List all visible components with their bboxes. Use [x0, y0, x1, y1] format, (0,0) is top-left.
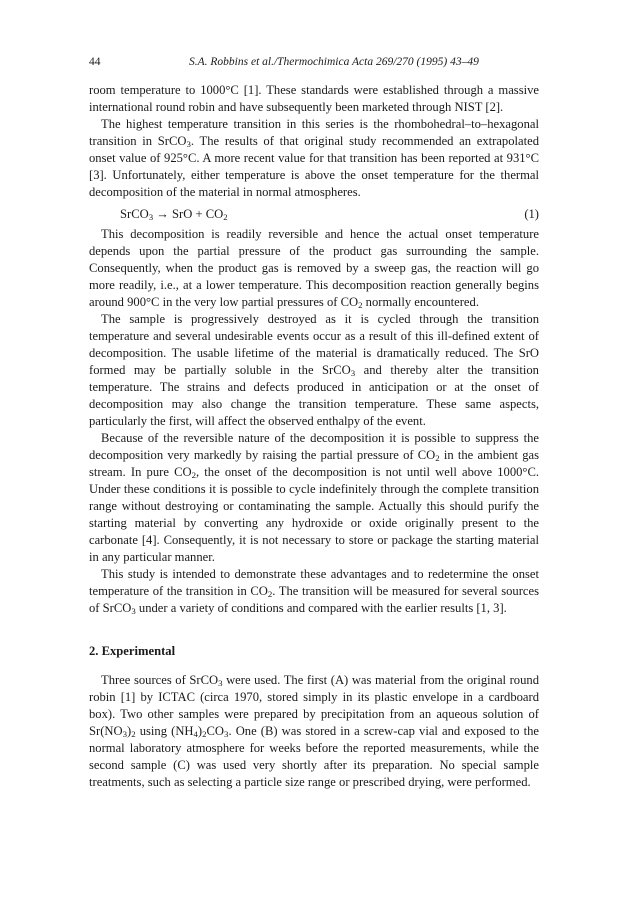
paragraph-4 [89, 311, 539, 430]
paragraph-1-text: room temperature to 1000°C [1]. These standards were established through a massive international round robin and have subsequently been marketed through NIST [2]. [89, 83, 539, 114]
paragraph-7-text-a: Three sources of SrCO [101, 673, 219, 687]
paragraph-6-text-b: . The transition will be measured for several sources of SrCO [89, 584, 539, 615]
paragraph-7 [89, 672, 539, 791]
paragraph-6 [89, 566, 539, 617]
subscript: 2 [435, 453, 440, 464]
subscript: 3 [122, 729, 127, 740]
subscript: 3 [224, 729, 229, 740]
running-head: S.A. Robbins et al./Thermochimica Acta 269/270 (1995) 43–49 [189, 56, 479, 68]
paragraph-6-text-a: This study is intended to demonstrate these advantages and to redetermine the onset temperature of the transition in CO [89, 567, 539, 598]
paragraph-4-text-b: and thereby alter the transition temperature. The strains and defects produced in anticipation or at the onset of decomposition may also change the transition temperature. These same aspects, particularly the first, will affect the observed enthalpy of the event. [89, 363, 539, 428]
body-text [89, 82, 539, 791]
paragraph-3-text-a: This decomposition is readily reversible and hence the actual onset temperature depends upon the partial pressure of the product gas surrounding the sample. Consequently, when the product gas is removed by a sweep gas, the reaction will go more readily, i.e., at a lower temperature. This decomposition reaction generally begins around 900°C in the very low partial pressures of CO [89, 227, 539, 309]
subscript: 2 [191, 470, 196, 481]
section-title: Experimental [101, 644, 176, 658]
subscript: 2 [202, 729, 207, 740]
paragraph-3-text-b: normally encountered. [362, 295, 479, 309]
paragraph-7-text-f: CO [206, 724, 225, 738]
paragraph-5-text-a: Because of the reversible nature of the decomposition it is possible to suppress the decomposition very markedly by raising the partial pressure of CO [89, 431, 539, 462]
subscript: 3 [350, 368, 356, 379]
paragraph-5-text-c: , the onset of the decomposition is not until well above 1000°C. Under these conditions it is possible to cycle indefinitely through the complete transition range without destroying or contaminating the sample. Actually this should purify the starting material by converting any hydroxide or oxide originally present to the carbonate [4]. Consequently, it is not necessary to store or package the starting material in any particular manner. [89, 465, 539, 564]
subscript: 3 [131, 606, 136, 617]
paragraph-5 [89, 430, 539, 566]
page-header [89, 56, 539, 72]
paragraph-7-text-e: ) [197, 724, 203, 738]
subscript: 2 [131, 729, 136, 740]
paragraph-6-text-c: under a variety of conditions and compared with the earlier results [1, 3]. [135, 601, 507, 615]
paragraph-7-text-b: were used. The first (A) was material from the original round robin [1] by ICTAC (circa 1970, stored simply in its plastic envelope in a cardboard box). Two other samples were prepared by precipitation from an aqueous solution of Sr(NO [89, 673, 539, 738]
paragraph-1 [89, 82, 539, 116]
section-number: 2. [89, 644, 99, 658]
paragraph-2-text-b: . The results of that original study recommended an extrapolated onset value of 925°C. A more recent value for that transition has been reported at 931°C [3]. Unfortunately, either temperature is above the onset temperature for the thermal decomposition of the material in normal atmospheres. [89, 134, 540, 199]
subscript: 2 [267, 589, 273, 600]
subscript: 4 [193, 729, 198, 740]
paragraph-2 [89, 116, 539, 201]
subscript: 3 [186, 139, 191, 150]
page-number: 44 [89, 56, 101, 68]
section-heading [89, 643, 539, 660]
subscript: 2 [358, 300, 363, 311]
paragraph-3 [89, 226, 539, 311]
paragraph-7-text-d: using (NH [135, 724, 194, 738]
subscript: 3 [218, 678, 223, 689]
subscript: 3 [148, 212, 154, 223]
equation-text-b: → SrO + CO [153, 207, 224, 221]
subscript: 2 [223, 212, 228, 223]
paragraph-7-text-c: ) [127, 724, 132, 738]
paragraph-5-text-b: in the ambient gas stream. In pure CO [89, 448, 540, 479]
equation-1 [89, 202, 539, 226]
paragraph-7-text-g: . One (B) was stored in a screw-cap vial and exposed to the normal laboratory atmosphere for weeks before the reported measurements, while the second sample (C) was used very shortly after its preparation. No special sample treatments, such as selecting a particle size range or prescribed drying, were performed. [89, 724, 539, 789]
equation-expression [120, 202, 228, 226]
paragraph-4-text-a: The sample is progressively destroyed as it is cycled through the transition temperature and several undesirable events occur as a result of this ill-defined extent of decomposition. The usable lifetime of the material is dramatically reduced. The SrO formed may be partially soluble in the SrCO [89, 312, 539, 377]
paragraph-2-text-a: The highest temperature transition in this series is the rhombohedral–to–hexagonal transition in SrCO [89, 117, 539, 148]
equation-number: (1) [524, 207, 539, 221]
equation-text-a: SrCO [120, 207, 149, 221]
